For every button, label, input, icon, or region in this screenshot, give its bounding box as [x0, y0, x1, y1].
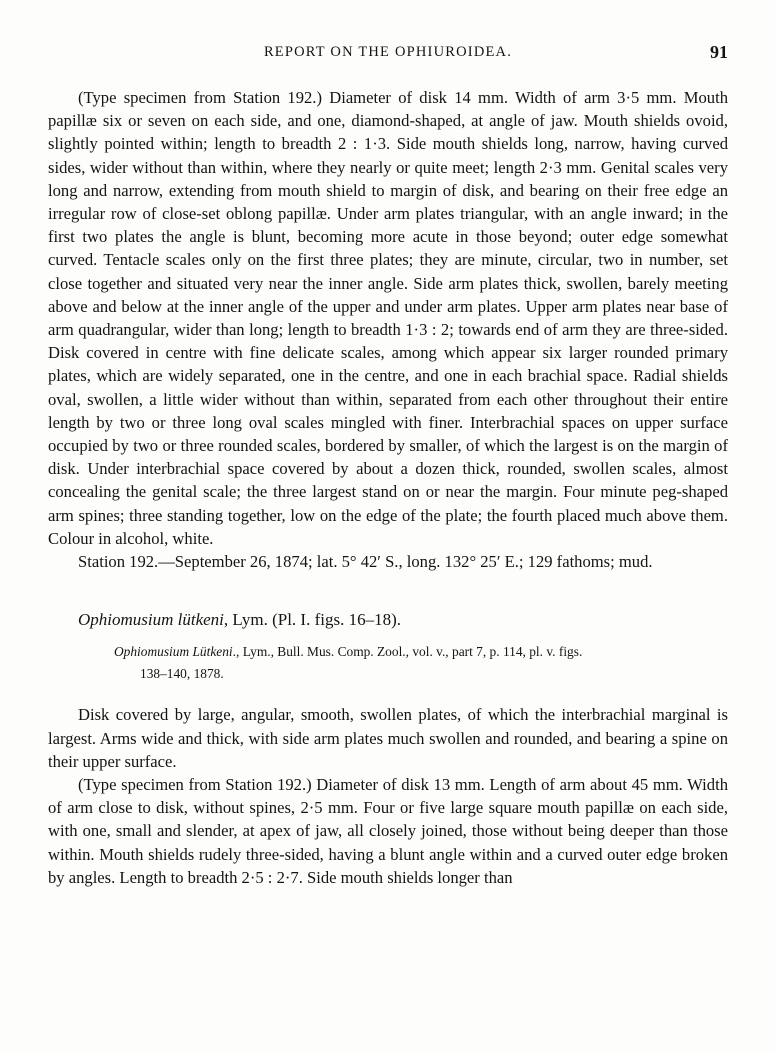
type-specimen-description: (Type specimen from Station 192.) Diameter of disk 14 mm. Width of arm 3·5 mm. Mouth papillæ six or seven on each side, and one, diamond-shaped, at angle of jaw. Mouth shields ovoid, slightly pointed within; length to breadth 2 : 1·3. Side mouth shields long, narrow, having curved sides, wider without than within, where they nearly or quite meet; length 2·3 mm. Genital scales very long and narrow, extending from mouth shield to margin of disk, and bearing on their free edge an irregular row of close-set oblong papillæ. Under arm plates triangular, with an angle inward; in the first two plates the angle is blunt, becoming more acute in those beyond; outer edge somewhat curved. Tentacle scales only on the first three plates; they are minute, circular, two in number, set close together and situated very near the inner angle. Side arm plates thick, swollen, barely meeting above and below at the inner angle of the upper and under arm plates. Upper arm plates near base of arm quadrangular, wider than long; length to breadth 1·3 : 2; towards end of arm they are three-sided. Disk covered in centre with fine delicate scales, among which appear six larger rounded primary plates, which are widely separated, one in the centre, and one in each brachial space. Radial shields oval, swollen, a little wider without than within, separated from each other throughout their entire length by two or three long oval scales mingled with finer. Interbrachial spaces on upper surface occupied by two or three rounded scales, bordered by smaller, of which the largest is on the margin of disk. Under interbrachial space covered by about a dozen thick, rounded, swollen scales, almost concealing the genital scale; the three largest stand on or near the margin. Four minute peg-shaped arm spines; three standing together, low on the edge of the plate; the fourth placed much above them. Colour in alcohol, white.	[48, 88, 728, 548]
reference-name: Ophiomusium Lütkeni	[114, 644, 233, 660]
bibliographic-reference	[114, 641, 728, 685]
station-record: Station 192.—September 26, 1874; lat. 5° 42′ S., long. 132° 25′ E.; 129 fathoms; mud.	[78, 552, 653, 572]
body-text	[48, 86, 728, 889]
page-number: 91	[710, 42, 728, 62]
species-name: Ophiomusium lütkeni	[78, 610, 224, 630]
running-title: REPORT ON THE OPHIUROIDEA.	[263, 44, 513, 60]
species-diagnosis: Disk covered by large, angular, smooth, swollen plates, of which the interbrachial marginal is largest. Arms wide and thick, with side arm plates much swollen and rounded, and bearing a spine on their upper surface.	[48, 705, 728, 771]
running-head	[48, 40, 728, 64]
second-type-specimen-description: (Type specimen from Station 192.) Diameter of disk 13 mm. Length of arm about 45 mm. Width of arm close to disk, without spines, 2·5 mm. Four or five large square mouth papillæ on each side, with one, small and slender, at apex of jaw, all closely joined, those without being deeper than those within. Mouth shields rudely three-sided, having a blunt angle within and a curved outer edge broken by angles. Length to breadth 2·5 : 2·7. Side mouth shields longer than	[48, 775, 728, 887]
species-heading	[48, 608, 728, 631]
reference-text: ., Lym., Bull. Mus. Comp. Zool., vol. v., part 7, p. 114, pl. v. figs.	[232, 644, 583, 660]
reference-text-continued: 138–140, 1878.	[140, 666, 224, 682]
species-authority: , Lym. (Pl. I. figs. 16–18).	[223, 610, 401, 630]
